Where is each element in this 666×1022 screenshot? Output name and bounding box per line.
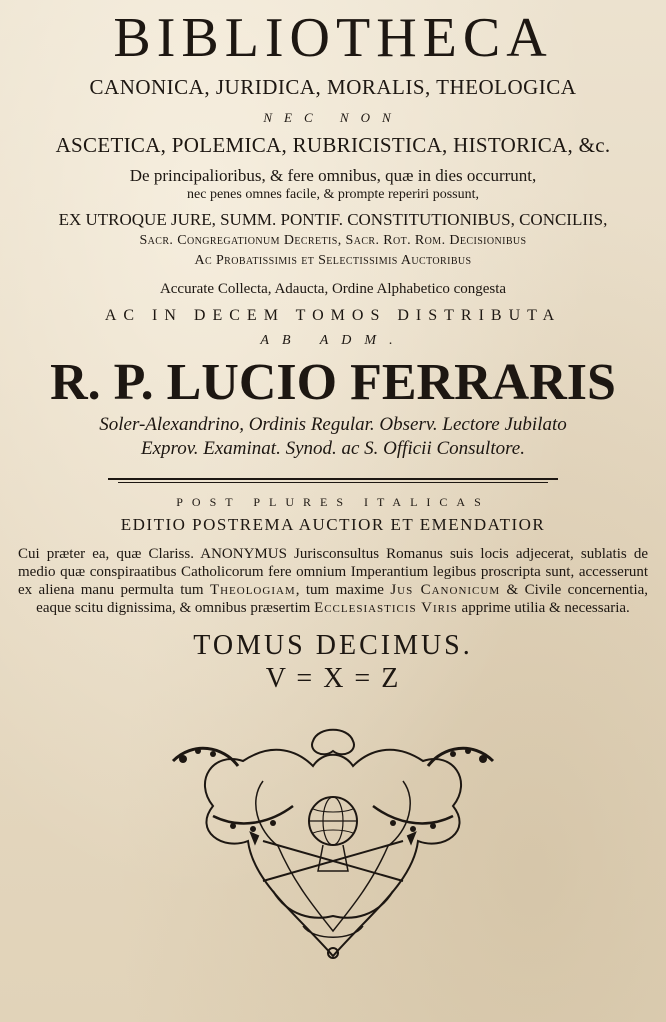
paragraph-part-3: & Civile concernentia, eaque scitu dignissima, & omnibus præsertim: [36, 582, 649, 616]
sources-line-1: EX UTROQUE JURE, SUMM. PONTIF. CONSTITUTIONIBUS, CONCILIIS,: [58, 210, 608, 229]
description-line-2: nec penes omnes facile, & prompte reperiri possunt,: [187, 187, 479, 202]
author-name: R. P. LUCIO FERRARIS: [50, 354, 616, 411]
editio-line: EDITIO POSTREMA AUCTIOR ET EMENDATIOR: [120, 515, 546, 534]
description-paragraph: [18, 545, 648, 617]
paragraph-part-1: Cui præter ea, quæ Clariss. ANONYMUS Jurisconsultus Romanus suis locis adjecerat, sublatis de medio quæ conspiraatibus Catholicorum fere omnium Imperantium legibus proscripta sunt, accesserunt ex aliena manu permulta tum: [18, 546, 648, 598]
sources-line-2: Sacr. Congregationum Decretis, Sacr. Rot. Rom. Decisionibus: [139, 233, 527, 248]
subtitle-line-1: CANONICA, JURIDICA, MORALIS, THEOLOGICA: [89, 75, 577, 99]
post-plures-line: POST PLURES ITALICAS: [176, 495, 490, 509]
volume-letters: V = X = Z: [265, 663, 401, 694]
subtitle-line-2: ASCETICA, POLEMICA, RUBRICISTICA, HISTORICA, &c.: [55, 133, 611, 157]
distributa-line: AC IN DECEM TOMOS DISTRIBUTA: [104, 307, 562, 324]
volume-title: TOMUS DECIMUS.: [193, 630, 473, 661]
author-credentials-2: Exprov. Examinat. Synod. ac S. Officii Consultore.: [141, 438, 525, 459]
sources-line-3: Ac Probatissimis et Selectissimis Auctoribus: [194, 253, 472, 268]
author-credentials-1: Soler-Alexandrino, Ordinis Regular. Observ. Lectore Jubilato: [99, 414, 567, 435]
paragraph-part-2: , tum maxime: [295, 582, 384, 598]
paragraph-part-4: apprime utilia & necessaria.: [461, 600, 630, 616]
collecta-line: Accurate Collecta, Adaucta, Ordine Alphabetico congesta: [159, 281, 507, 297]
nec-non: NEC NON: [263, 110, 403, 125]
globe-cartouche-ornament-icon: [153, 721, 513, 971]
main-title: BIBLIOTHECA: [113, 7, 553, 69]
divider-bar-thin: [118, 482, 548, 483]
divider-rule: [108, 475, 558, 487]
paragraph-theologiam: Theologiam: [209, 582, 296, 598]
ab-adm-line: AB ADM.: [260, 333, 406, 348]
paragraph-ecclesiasticis: Ecclesiasticis Viris: [314, 600, 458, 616]
description-line-1: De principalioribus, & fere omnibus, quæ in dies occurrunt,: [129, 166, 537, 185]
divider-bar-thick: [108, 478, 558, 480]
paragraph-jus-canonicum: Jus Canonicum: [390, 582, 501, 598]
